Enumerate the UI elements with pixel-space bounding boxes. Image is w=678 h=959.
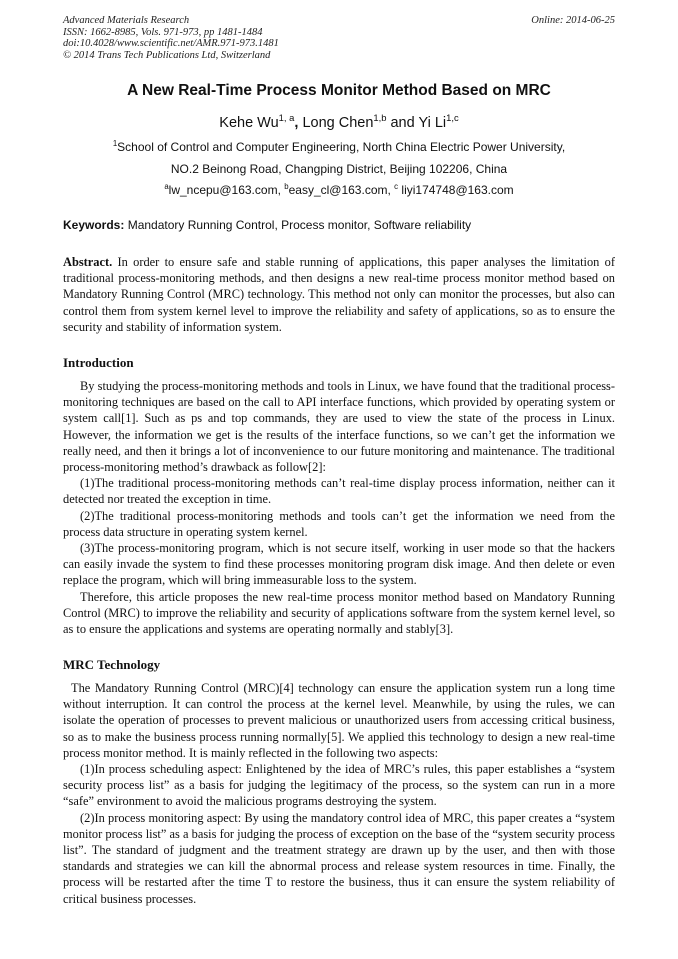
affiliation-sup: 1 [112, 139, 118, 148]
copyright-line: © 2014 Trans Tech Publications Ltd, Switzerland [63, 49, 271, 61]
email-address[interactable]: easy_cl@163.com [288, 183, 388, 197]
author-sup: 1, a [278, 112, 295, 124]
mrc-body [63, 680, 615, 907]
paper-title: A New Real-Time Process Monitor Method Based on MRC [127, 82, 551, 99]
journal-header [63, 15, 615, 61]
journal-name: Advanced Materials Research [63, 15, 190, 26]
email-address[interactable]: liyi174748@163.com [398, 183, 514, 197]
author-sup: 1,c [446, 112, 459, 124]
paragraph: (3)The process-monitoring program, which is not secure itself, working in user mode so that the hackers can easily invade the system to find these processes monitoring program disk image. And then delete or even replace the program, which will bring immeasurable loss to the system. [63, 541, 615, 588]
affiliation-line-1 [63, 140, 615, 154]
affiliation-text: School of Control and Computer Engineering, North China Electric Power University, [117, 140, 566, 154]
paragraph: (1)In process scheduling aspect: Enlightened by the idea of MRC’s rules, this paper establishes a “system security process list” as a basis for judging the legitimacy of the process, so the system can run in a more “safe” environment to avoid the malicious programs destroying the system. [63, 762, 615, 809]
paragraph: (2)In process monitoring aspect: By using the mandatory control idea of MRC, this paper creates a “system monitor process list” as a basis for judging the process of exception on the base of the “system security process list”. The standard of judgment and the treatment strategy are drawn up by the user, and then with those standards and strategies we can kill the abnormal process and release system resources in time. Finally, the process will be restarted after the time T to restore the business, thus it can ensure the system reliability of critical business processes. [63, 810, 615, 906]
paragraph: By studying the process-monitoring methods and tools in Linux, we have found that the traditional process-monitoring techniques are based on the call to API interface functions, which provided by operating system or system call[1]. Such as ps and top commands, they are used to view the state of the process in Linux. However, the information we get is the results of the interface functions, so we can’t get the information we really need, and then it brings a lot of inconvenience to our future monitoring and maintenance. The traditional process-monitoring method’s drawback as follow[2]: [63, 379, 615, 475]
email-sep: , [277, 183, 285, 197]
email-sup: c [394, 182, 399, 191]
email-sup: b [284, 182, 289, 191]
online-date: Online: 2014-06-25 [531, 15, 615, 26]
author-name: Long Chen [302, 115, 374, 131]
author-name: Yi Li [418, 115, 447, 131]
email-address[interactable]: lw_ncepu@163.com [168, 183, 278, 197]
introduction-body [63, 378, 615, 637]
author-name: Kehe Wu [219, 115, 279, 131]
email-sup: a [164, 182, 169, 191]
paragraph: (1)The traditional process-monitoring methods can’t real-time display process information, neither can it detected nor treated the exception in time. [63, 476, 615, 507]
section-heading-introduction: Introduction [63, 355, 134, 370]
issn-line: ISSN: 1662-8985, Vols. 971-973, pp 1481-1484 [63, 26, 263, 38]
keywords [63, 218, 615, 232]
author-sup: 1,b [373, 112, 387, 124]
email-line [63, 183, 615, 197]
author-sep: and [386, 115, 419, 131]
abstract-label: Abstract. [63, 255, 113, 269]
affiliation-line-2: NO.2 Beinong Road, Changping District, Beijing 102206, China [170, 162, 508, 176]
paragraph: The Mandatory Running Control (MRC)[4] technology can ensure the application system run a long time without interruption. It can control the process at the kernel level. Meanwhile, by using the rules, we can isolate the operation of processes to prevent malicious or unauthorized users from accessing critical business, so as to make the business process running normally[5]. We applied this technology to design a new real-time process monitor method. It is mainly reflected in the following two aspects: [63, 681, 615, 760]
email-sep: , [387, 183, 395, 197]
author-sep: , [294, 115, 303, 131]
keywords-text: Mandatory Running Control, Process monitor, Software reliability [124, 218, 472, 232]
abstract-text: In order to ensure safe and stable running of applications, this paper analyses the limitation of traditional process-monitoring methods, and then designs a new real-time process monitor method based on Mandatory Running Control (MRC) technology. This method not only can monitor the processes, but also can control them from system kernel level to improve the reliability and safety of applications, so as to ensure the security and stability of information system. [63, 255, 615, 334]
abstract [63, 254, 615, 335]
keywords-label: Keywords: [63, 218, 125, 232]
paragraph: Therefore, this article proposes the new real-time process monitor method based on Mandatory Running Control (MRC) to improve the reliability and security of applications software from the system kernel level, so as to ensure the applications and systems are operating normally and stably[3]. [63, 589, 615, 637]
paragraph: (2)The traditional process-monitoring methods and tools can’t get the information we need from the process data structure in operating system kernel. [63, 508, 615, 539]
doi-line: doi:10.4028/www.scientific.net/AMR.971-973.1481 [63, 38, 279, 49]
author-line [63, 112, 615, 131]
section-heading-mrc: MRC Technology [63, 657, 161, 672]
